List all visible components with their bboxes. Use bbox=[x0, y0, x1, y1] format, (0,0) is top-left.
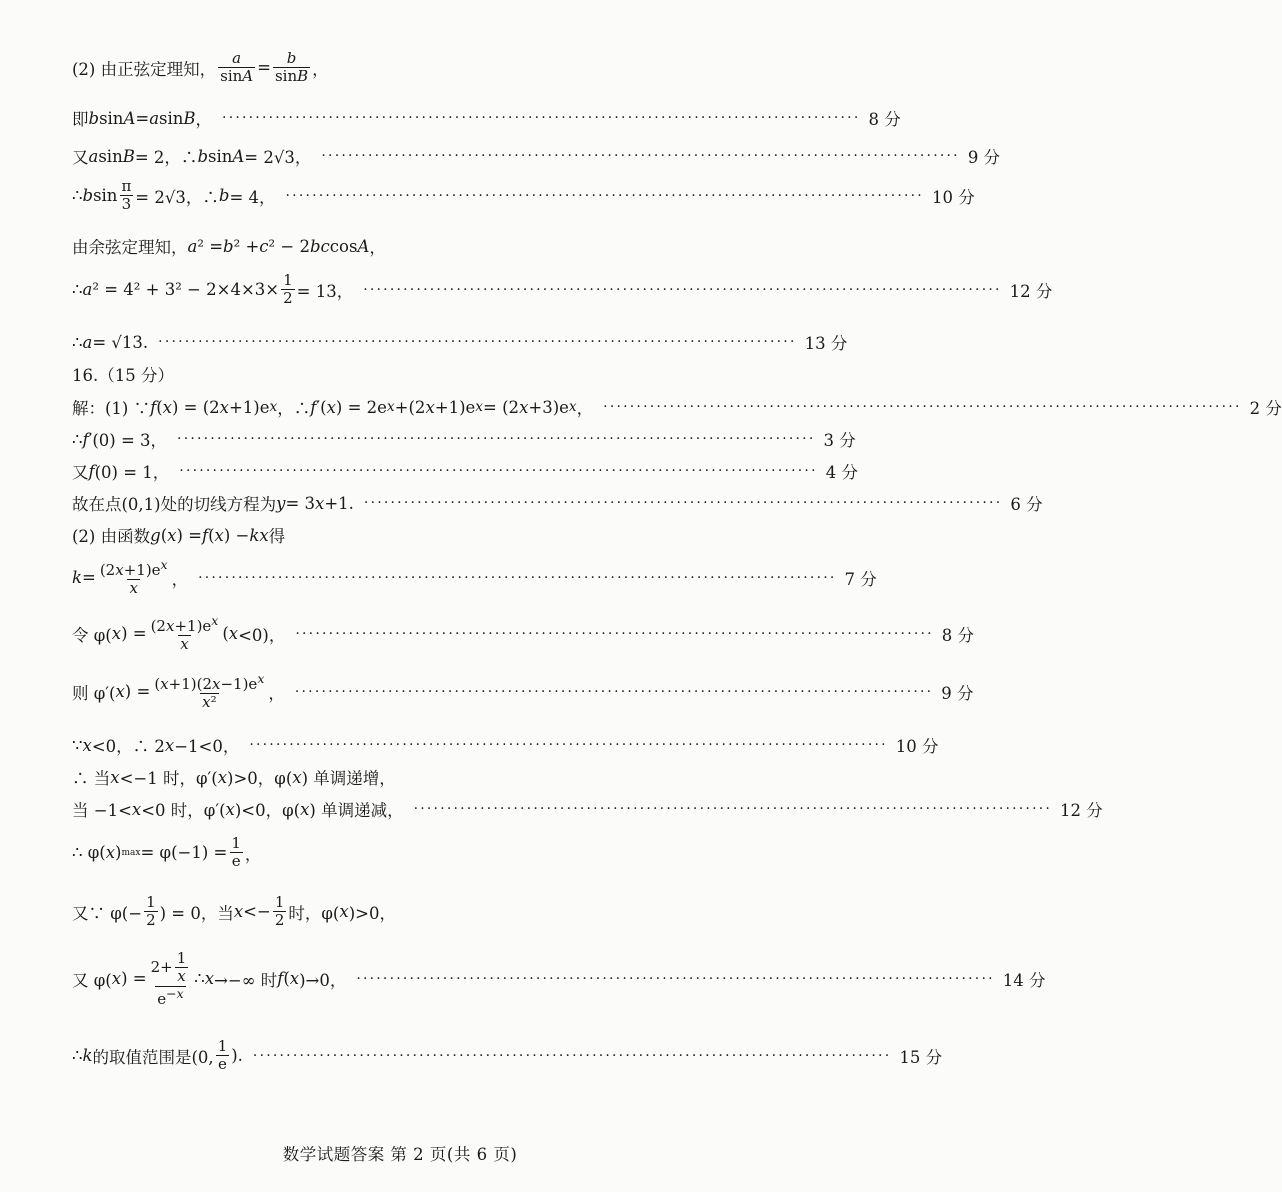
solution-line: 则 φ′( x ) = $\frac{(x+1)(2x-1)e^x}{\text{x²}}$ ， ································································································ 9 分 bbox=[72, 671, 974, 712]
solution-line: 由余弦定理知， a ² = b ² + c ² − 2 bc cos A ， bbox=[72, 236, 386, 257]
score-label: 8 分 bbox=[941, 625, 975, 645]
solution-line: 又∵ φ(− $\frac{1}{2}$ ) = 0，当 x <− $\frac{1}{2}$ 时，φ( x )>0， bbox=[72, 893, 396, 930]
leader-dots: ································································································ bbox=[363, 281, 1002, 298]
solution-line: ∴ φ( x ) max = φ(−1) = $\frac{1}{e}$ ， bbox=[72, 834, 262, 871]
score-label: 12 分 bbox=[1009, 281, 1053, 301]
leader-dots: ································································································ bbox=[158, 334, 797, 350]
solution-line: ∴ b sin $\frac{\pi}{3}$ = 2√3，∴ b = 4， ································································································ 10 分 bbox=[72, 177, 975, 214]
leader-dots: ································································································ bbox=[413, 801, 1053, 817]
solution-line: 即 b sin A = a sin B ， ································································································ 8 分 bbox=[72, 106, 768, 130]
score-label: 9 分 bbox=[967, 148, 1001, 167]
leader-dots: ································································································ bbox=[295, 625, 934, 642]
solution-line: ∴ a = √13. ································································································ 13 分 bbox=[72, 330, 768, 354]
score-label: 6 分 bbox=[1010, 495, 1043, 514]
leader-dots: ································································································ bbox=[294, 683, 934, 700]
score-label: 10 分 bbox=[895, 737, 939, 756]
leader-dots: ································································································ bbox=[285, 187, 924, 204]
solution-line: 当 −1< x <0 时，φ′( x )<0，φ( x ) 单调递减， ································································································ 12 分 bbox=[72, 797, 768, 821]
score-label: 4 分 bbox=[825, 463, 858, 482]
solution-line: (2) 由正弦定理知， $\frac{a}{\sin A}$ = $\frac{b}{\sin B}$ ， bbox=[72, 49, 329, 86]
solution-line: 又 a sin B = 2，∴ b sin A = 2√3， ································································································ 9 分 bbox=[72, 144, 768, 168]
leader-dots: ································································································ bbox=[252, 1047, 892, 1064]
leader-dots: ································································································ bbox=[198, 569, 837, 586]
score-label: 13 分 bbox=[804, 334, 848, 353]
score-label: 12 分 bbox=[1060, 801, 1103, 820]
solution-line: ∴ f ′(0) = 3， ································································································ 3 分 bbox=[72, 427, 768, 451]
page-footer: 数学试题答案 第 2 页(共 6 页) bbox=[282, 1145, 518, 1164]
leader-dots: ································································································ bbox=[179, 463, 818, 479]
leader-dots: ································································································ bbox=[356, 970, 995, 987]
score-label: 8 分 bbox=[868, 110, 901, 129]
leader-dots: ································································································ bbox=[603, 399, 1242, 415]
score-label: 2 分 bbox=[1249, 399, 1282, 418]
leader-dots: ································································································ bbox=[177, 431, 816, 447]
solution-line: k = $\frac{(2x+1)e^x}{x}$ ， ································································································ 7 分 bbox=[72, 557, 877, 598]
leader-dots: ································································································ bbox=[363, 495, 1003, 511]
score-label: 15 分 bbox=[899, 1047, 943, 1067]
solution-line: ∴ a ² = 4² + 3² − 2×4×3× $\frac{1}{2}$ = 13， ································································································ 12 分 bbox=[72, 271, 1053, 308]
solution-line: ∵ x <0，∴ 2 x −1<0， ································································································ 10 分 bbox=[72, 733, 768, 757]
solution-line: 又 φ( x ) = 2+ $\frac{1}{x}$ $e^{-x}$ ∴ x →−∞ 时 f ( x )→0， ································································································ 14 分 bbox=[72, 949, 1046, 1008]
solution-line: 解：(1) ∵ f ( x ) = (2 x +1)e x ，∴ f ′( x ) = 2e x +(2 x +1)e x = (2 x +3)e x ， ································································································ 2 分 bbox=[72, 395, 768, 419]
score-label: 10 分 bbox=[931, 187, 975, 207]
question-heading: 16.（15 分） bbox=[72, 366, 174, 385]
solution-line: 令 φ( x ) = $\frac{(2x+1)e^x}{x}$ ( x <0)， ································································································ 8 分 bbox=[72, 613, 975, 654]
solution-line: 故在点(0,1)处的切线方程为 y = 3 x +1. ································································································ 6 分 bbox=[72, 491, 768, 515]
solution-line: ∴ 当 x <−1 时，φ′( x )>0，φ( x ) 单调递增， bbox=[72, 767, 396, 788]
solution-line: ∴ k 的取值范围是(0, $\frac{1}{e}$ ). ································································································ 15 分 bbox=[72, 1037, 943, 1074]
score-label: 14 分 bbox=[1002, 970, 1046, 990]
leader-dots: ································································································ bbox=[249, 737, 888, 753]
solution-line: (2) 由函数 g ( x ) = f ( x ) − kx 得 bbox=[72, 525, 286, 546]
leader-dots: ································································································ bbox=[222, 110, 861, 126]
score-label: 3 分 bbox=[823, 431, 856, 450]
score-label: 7 分 bbox=[844, 569, 877, 589]
solution-line: 又 f (0) = 1， ································································································ 4 分 bbox=[72, 459, 768, 483]
leader-dots: ································································································ bbox=[321, 148, 960, 164]
score-label: 9 分 bbox=[941, 683, 974, 703]
